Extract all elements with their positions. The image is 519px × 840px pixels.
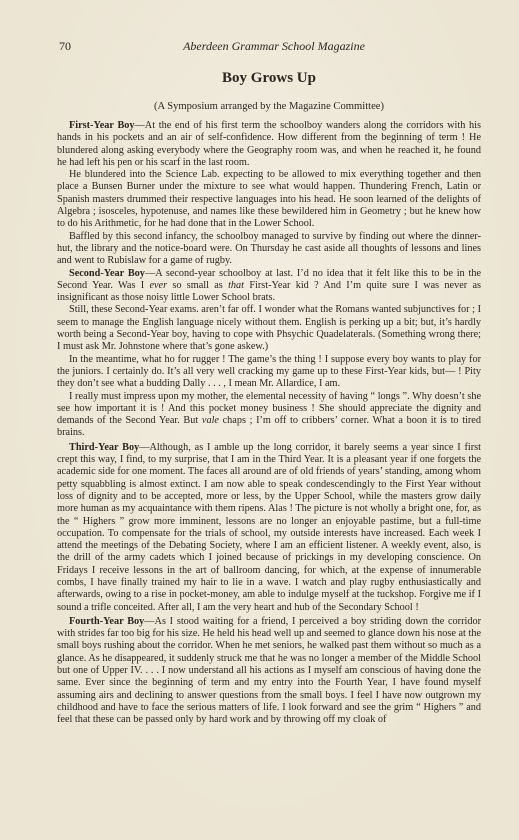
paragraph-text: —Although, as I amble up the long corridor, it barely seems a year since I first crept this way, I find, to my surprise, that I am in the Third Year. It is a pleasant year if one forgets the academic side for one moment. The faces all around are of old friends of years’ standing, among whom petty squabbling is almost extinct. I am now able to speak condescendingly to the First Year without loss of dignity and to be accepted, more or less, by the Upper School, while the masters grow daily more human as my acquaintance with them ripens. Alas ! The picture is not wholly a bright one, for, as the “ Highers ” grow more imminent, lessons are no longer an enjoyable pastime, but a full-time occupation. To compensate for the trials of school, my outside interests have increased. Each week I attend the meetings of the Debating Society, where I am an efficient listener. A weekly event, also, is the drill of the army cadets which I joined because of prickings in my developing conscience. On Fridays I receive lessons in the art of ballroom dancing, for which, at the expense of innumerable combs, I have finally trained my hair to lie in a wave. I watch and play rugby enthusiastically and afterwards, owing to a rise in pocket-money, am able to indulge myself at the tuckshop. Forgive me if I sound a trifle conceited. After all, I am the very heart and hub of the Secondary School !	[57, 441, 481, 613]
article-body	[57, 120, 481, 727]
italic-emphasis: that	[228, 279, 245, 291]
paragraph-text: In the meantime, what ho for rugger ! The game’s the thing ! I suppose every boy wants to play for the juniors. I certainly do. It’s all very well cracking my game up to these First-Year kids, but— ! Pity they don’t see what a budding Dally . . . , I mean Mr. Allardice, I am.	[57, 353, 481, 390]
paragraph-first-year	[57, 120, 481, 169]
paragraph-science-lab	[57, 169, 481, 230]
paragraph-longs	[57, 391, 481, 440]
paragraph-third-year	[57, 442, 481, 614]
page-number: 70	[59, 39, 71, 53]
paragraph-second-year	[57, 268, 481, 305]
paragraph-text: so small as	[167, 279, 229, 291]
speaker-lead: First-Year Boy	[69, 120, 135, 131]
paragraph-text: Still, these Second-Year exams. aren’t far off. I wonder what the Romans wanted subjunctives for ; I seem to manage the English language nicely without them. English is perking up a bit; but, it’s hardly worth being a Second-Year boy, having to cope with Phsychic Quadelaterals. (Something wrong there; I must ask Mr. Johnstone where that’s gone askew.)	[57, 304, 481, 353]
speaker-lead: Second-Year Boy	[69, 267, 145, 279]
page-header	[57, 38, 481, 54]
paragraph-text: —A second-year schoolboy at last. I’d no idea that it felt like this to be in the Second Year. Was I	[57, 267, 481, 291]
article-title: Boy Grows Up	[222, 70, 316, 86]
paragraph-exams	[57, 304, 481, 353]
paragraph-fourth-year	[57, 616, 481, 727]
italic-emphasis: ever	[149, 279, 168, 291]
speaker-lead: Fourth-Year Boy	[69, 615, 145, 627]
paragraph-text: I really must impress upon my mother, the elemental necessity of having “ longs ”. Why doesn’t she see how important it is ! And this pocket money business ! She should appreciate the dignity and demands of the Second Year. But	[57, 390, 481, 427]
paragraph-text: He blundered into the Science Lab. expecting to be allowed to mix everything together and then place a Bunsen Burner under the mixture to see what would happen. Thundering French, Latin or Spanish masters drummed their respective languages into his head. He soon learned of the delights of Algebra ; isosceles, hypotenuse, and names like these bewildered him in Geometry ; but he knew how to do his Arithmetic, for he had done that in the Lower School.	[57, 169, 481, 230]
italic-emphasis: vale	[201, 415, 219, 427]
speaker-lead: Third-Year Boy	[69, 441, 140, 453]
paragraph-text: —At the end of his first term the schoolboy wanders along the corridors with his hands in his pockets and an air of self-confidence. How different from the beginning of term ! He blundered along asking everybody where the Geography room was, and when he reached it, he found he had left his pen or his scarf in the last room.	[57, 120, 481, 168]
running-head: Aberdeen Grammar School Magazine	[183, 39, 365, 53]
paragraph-text: Baffled by this second infancy, the schoolboy managed to survive by finding out where the dinner-hut, the library and the notice-board were. On Thursday he cast aside all thoughts of lessons and lines and went to Rubislaw for a game of rugby.	[57, 230, 481, 267]
paragraph-text: First-Year kid ? And I’m quite sure I was never as insignificant as those noisy little Lower School brats.	[57, 279, 481, 304]
paragraph-text: —As I stood waiting for a friend, I perceived a boy striding down the corridor with strides far too big for his size. He held his head well up and seemed to glance down his nose at the small boys rushing about the corridor. When he met seniors, he walked past them without so much as a glance. As he disappeared, it suddenly struck me that he was no longer a member of the Middle School but one of Upper IV. . . . I now understand all his actions as I myself am conscious of having done the same. Ever since the beginning of term and my entry into the Fourth Year, I have found myself assuming airs and declining to answer questions from the small boys. I feel I have now outgrown my childhood and have to face the serious matters of life. I look forward and see the grim “ Highers ” and feel that these can be passed only by hard work and by throwing off my cloak of	[57, 615, 481, 726]
paragraph-text: chaps ; I’m off to cribbers’ corner. What a boon it is to tired brains.	[57, 415, 481, 439]
paragraph-rugger	[57, 354, 481, 391]
paragraph-second-infancy	[57, 231, 481, 268]
article-subtitle: (A Symposium arranged by the Magazine Committee)	[153, 101, 385, 112]
